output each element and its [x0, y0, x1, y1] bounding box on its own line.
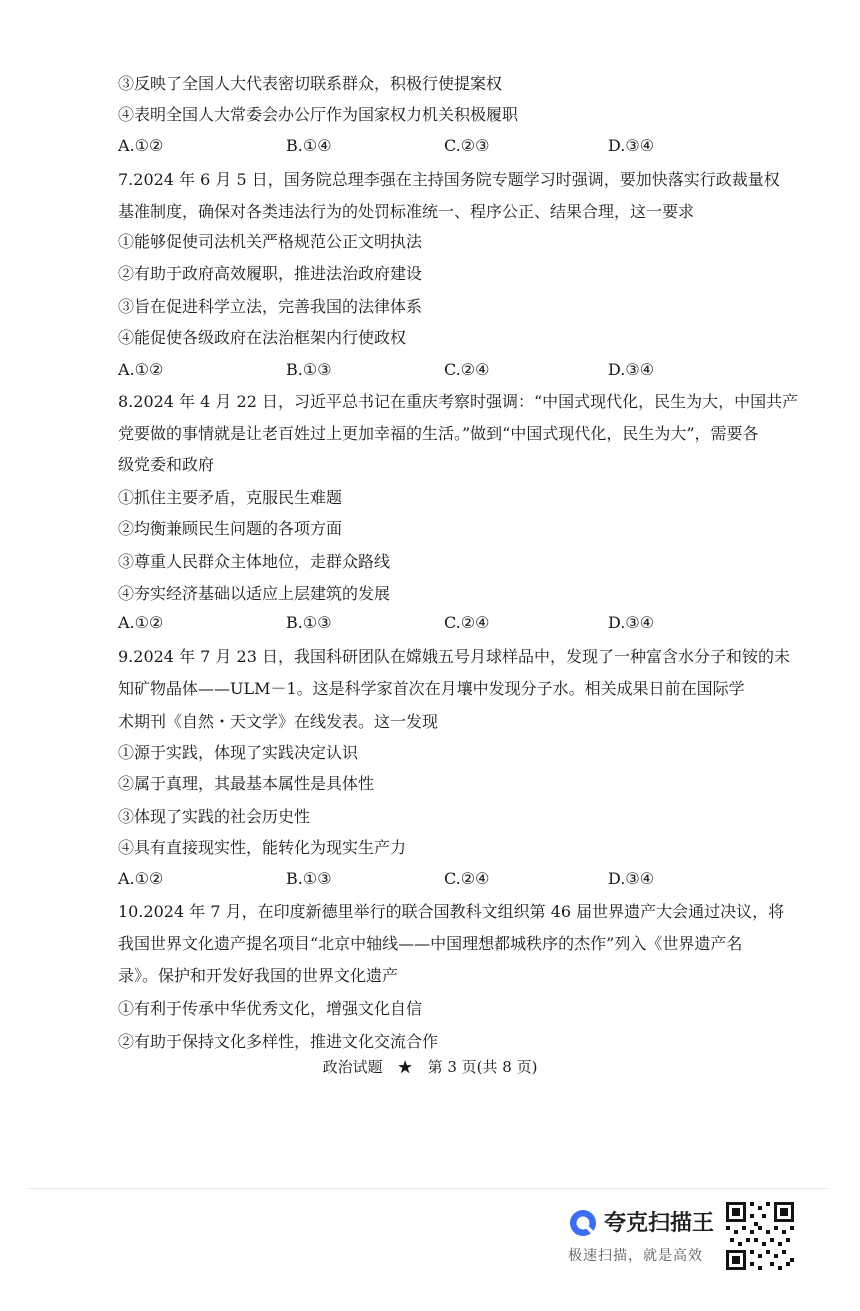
text-line: ③旨在促进科学立法，完善我国的法律体系	[118, 297, 423, 316]
answer-option: C.②③	[444, 136, 490, 155]
text-line: 知矿物晶体——ULM－1。这是科学家首次在月壤中发现分子水。相关成果日前在国际学	[118, 679, 745, 698]
text-line: 基准制度，确保对各类违法行为的处罚标准统一、程序公正、结果合理，这一要求	[118, 202, 695, 221]
text-line: 级党委和政府	[118, 455, 215, 474]
text-line: 8.2024 年 4 月 22 日，习近平总书记在重庆考察时强调：“中国式现代化，民生为大，中国共产	[118, 392, 799, 411]
answer-option: C.②④	[444, 869, 490, 888]
answer-option: D.③④	[608, 136, 655, 155]
quark-logo-icon	[568, 1208, 598, 1238]
watermark-divider	[28, 1188, 828, 1189]
answer-option: A.①②	[118, 360, 164, 379]
text-line: ③体现了实践的社会历史性	[118, 807, 311, 826]
answer-option: C.②④	[444, 360, 490, 379]
qr-code-icon	[724, 1200, 796, 1272]
answer-option: B.①③	[286, 869, 332, 888]
text-line: ④能促使各级政府在法治框架内行使政权	[118, 328, 407, 347]
text-line: ①有利于传承中华优秀文化，增强文化自信	[118, 999, 423, 1018]
brand-name: 夸克扫描王	[604, 1211, 715, 1236]
brand-tagline: 极速扫描，就是高效	[568, 1248, 703, 1264]
text-line: 10.2024 年 7 月，在印度新德里举行的联合国教科文组织第 46 届世界遗产大会通过决议，将	[118, 902, 785, 921]
text-line: 术期刊《自然・天文学》在线发表。这一发现	[118, 712, 439, 731]
text-line: ③反映了全国人大代表密切联系群众，积极行使提案权	[118, 74, 503, 93]
answer-option: D.③④	[608, 360, 655, 379]
text-line: ②属于真理，其最基本属性是具体性	[118, 774, 375, 793]
text-line: 录》。保护和开发好我国的世界文化遗产	[118, 966, 399, 985]
text-line: 党要做的事情就是让老百姓过上更加幸福的生活。”做到“中国式现代化，民生为大”，需要各	[118, 424, 759, 443]
text-line: ④表明全国人大常委会办公厅作为国家权力机关积极履职	[118, 105, 519, 124]
text-line: ①源于实践，体现了实践决定认识	[118, 743, 359, 762]
text-line: 7.2024 年 6 月 5 日，国务院总理李强在主持国务院专题学习时强调，要加快落实行政裁量权	[118, 170, 780, 189]
answer-option: C.②④	[444, 613, 490, 632]
answer-option: B.①③	[286, 613, 332, 632]
text-line: 9.2024 年 7 月 23 日，我国科研团队在嫦娥五号月球样品中，发现了一种富含水分子和铵的未	[118, 647, 790, 666]
answer-option: D.③④	[608, 613, 655, 632]
text-line: 我国世界文化遗产提名项目“北京中轴线——中国理想都城秩序的杰作”列入《世界遗产名	[118, 934, 743, 953]
text-line: ④夯实经济基础以适应上层建筑的发展	[118, 584, 391, 603]
text-line: ③尊重人民群众主体地位，走群众路线	[118, 552, 391, 571]
answer-option: A.①②	[118, 613, 164, 632]
text-line: ②有助于政府高效履职，推进法治政府建设	[118, 264, 423, 283]
page-footer: 政治试题 ★ 第 3 页(共 8 页)	[322, 1058, 538, 1076]
text-line: ①抓住主要矛盾，克服民生难题	[118, 488, 343, 507]
text-line: ④具有直接现实性，能转化为现实生产力	[118, 838, 407, 857]
text-line: ②有助于保持文化多样性，推进文化交流合作	[118, 1032, 439, 1051]
answer-option: B.①③	[286, 360, 332, 379]
answer-option: A.①②	[118, 869, 164, 888]
answer-option: B.①④	[286, 136, 332, 155]
scanner-watermark	[568, 1206, 718, 1276]
answer-option: D.③④	[608, 869, 655, 888]
text-line: ②均衡兼顾民生问题的各项方面	[118, 519, 343, 538]
answer-option: A.①②	[118, 136, 164, 155]
text-line: ①能够促使司法机关严格规范公正文明执法	[118, 232, 423, 251]
